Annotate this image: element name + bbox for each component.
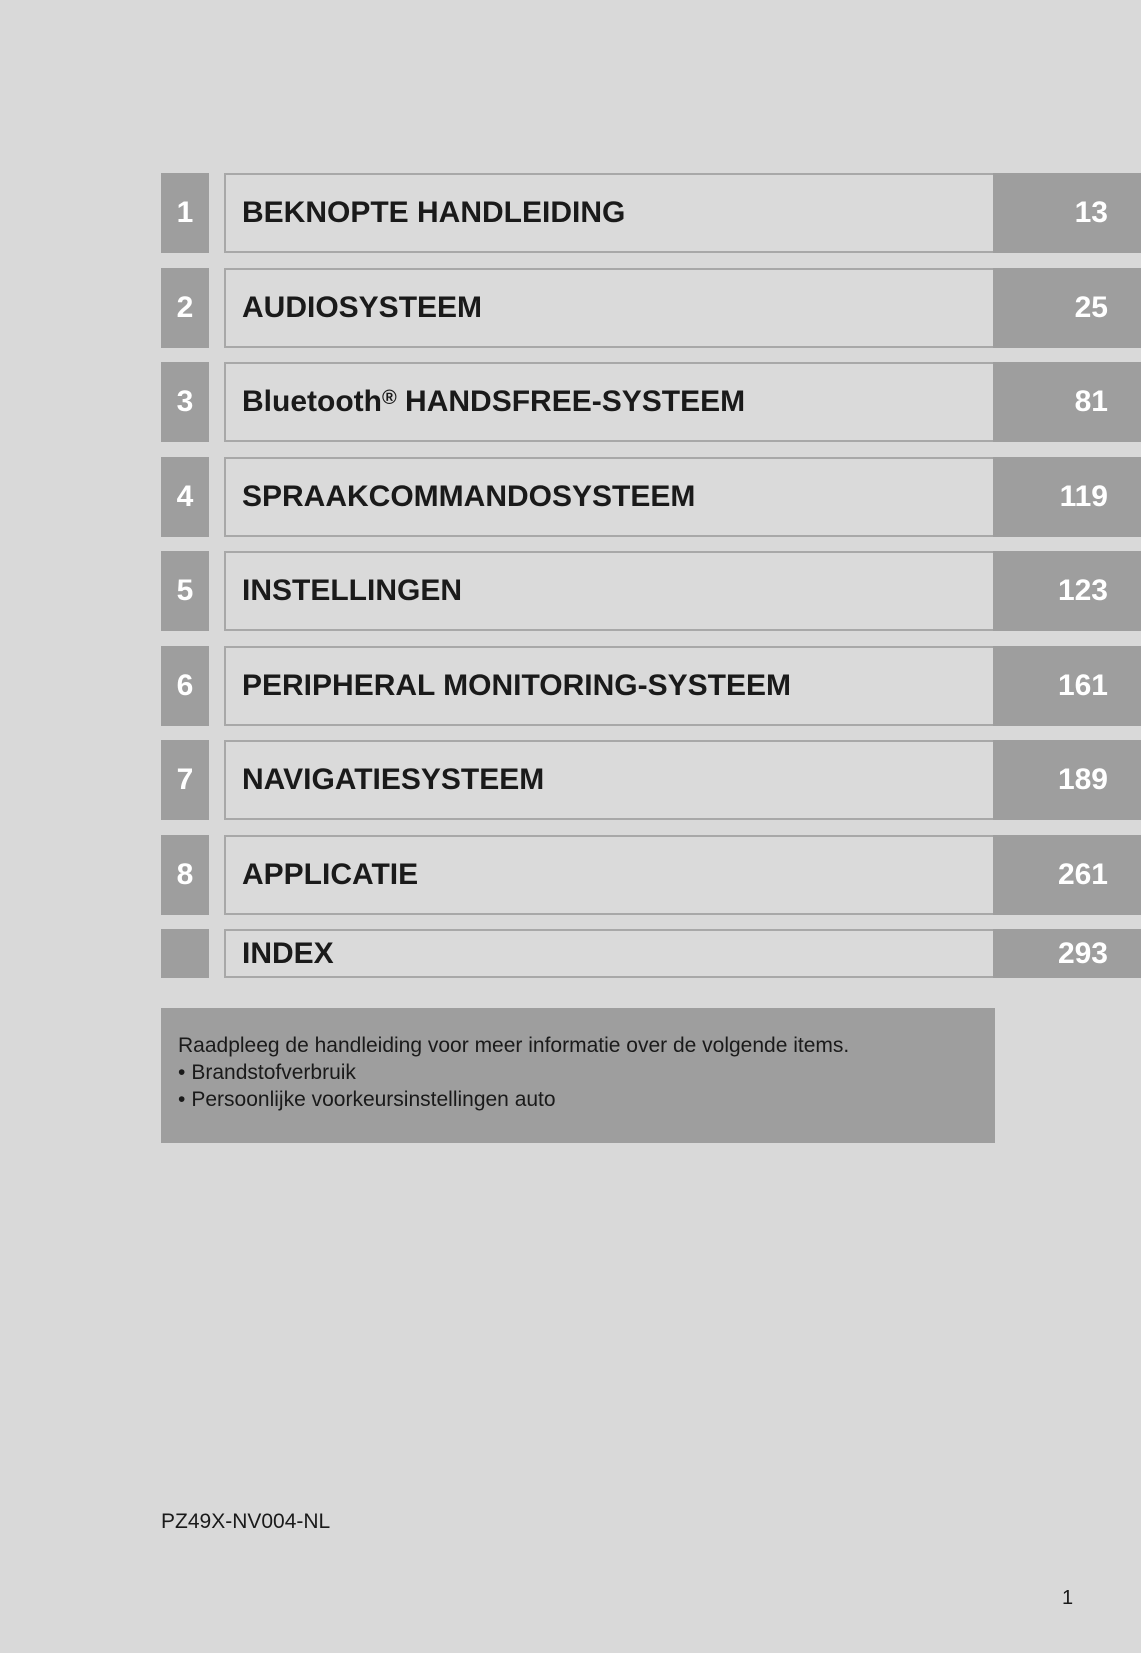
note-item: • Brandstofverbruik — [178, 1059, 978, 1086]
toc-row-index[interactable] — [161, 929, 1141, 978]
toc-page: 119 — [993, 457, 1141, 537]
toc-number: 2 — [161, 268, 209, 348]
toc-title[interactable]: PERIPHERAL MONITORING-SYSTEEM — [224, 646, 995, 726]
note-intro: Raadpleeg de handleiding voor meer informatie over de volgende items. — [178, 1034, 850, 1057]
document-code: PZ49X-NV004-NL — [161, 1510, 331, 1533]
toc-title-rest: HANDSFREE-SYSTEEM — [396, 385, 746, 418]
page-number: 1 — [1062, 1587, 1074, 1609]
toc-title[interactable]: AUDIOSYSTEEM — [224, 268, 995, 348]
toc-title-main: Bluetooth — [242, 385, 382, 418]
toc-row-1[interactable] — [161, 173, 1141, 253]
toc-title[interactable]: INSTELLINGEN — [224, 551, 995, 631]
toc-title[interactable]: APPLICATIE — [224, 835, 995, 915]
toc-title[interactable] — [224, 362, 995, 442]
note-item: • Persoonlijke voorkeursinstellingen auto — [178, 1086, 978, 1113]
toc-number: 1 — [161, 173, 209, 253]
toc-row-8[interactable] — [161, 835, 1141, 915]
toc-row-3[interactable] — [161, 362, 1141, 442]
toc-title[interactable]: SPRAAKCOMMANDOSYSTEEM — [224, 457, 995, 537]
note-list — [178, 1059, 978, 1113]
toc-title[interactable]: BEKNOPTE HANDLEIDING — [224, 173, 995, 253]
toc-page: 123 — [993, 551, 1141, 631]
toc-page: 13 — [993, 173, 1141, 253]
toc-page: 25 — [993, 268, 1141, 348]
toc-number: 3 — [161, 362, 209, 442]
toc-number — [161, 929, 209, 978]
toc-number: 8 — [161, 835, 209, 915]
toc-title[interactable]: NAVIGATIESYSTEEM — [224, 740, 995, 820]
toc-number: 4 — [161, 457, 209, 537]
toc-page: 161 — [993, 646, 1141, 726]
toc-page: 81 — [993, 362, 1141, 442]
toc-row-4[interactable] — [161, 457, 1141, 537]
registered-mark: ® — [381, 386, 397, 409]
toc-page: 261 — [993, 835, 1141, 915]
info-note-box — [161, 1008, 995, 1143]
toc-number: 5 — [161, 551, 209, 631]
toc-row-7[interactable] — [161, 740, 1141, 820]
toc-number: 6 — [161, 646, 209, 726]
toc-row-6[interactable] — [161, 646, 1141, 726]
toc-title[interactable]: INDEX — [224, 929, 995, 978]
toc-row-5[interactable] — [161, 551, 1141, 631]
toc-page: 293 — [993, 929, 1141, 978]
toc-number: 7 — [161, 740, 209, 820]
toc-row-2[interactable] — [161, 268, 1141, 348]
toc-page: 189 — [993, 740, 1141, 820]
